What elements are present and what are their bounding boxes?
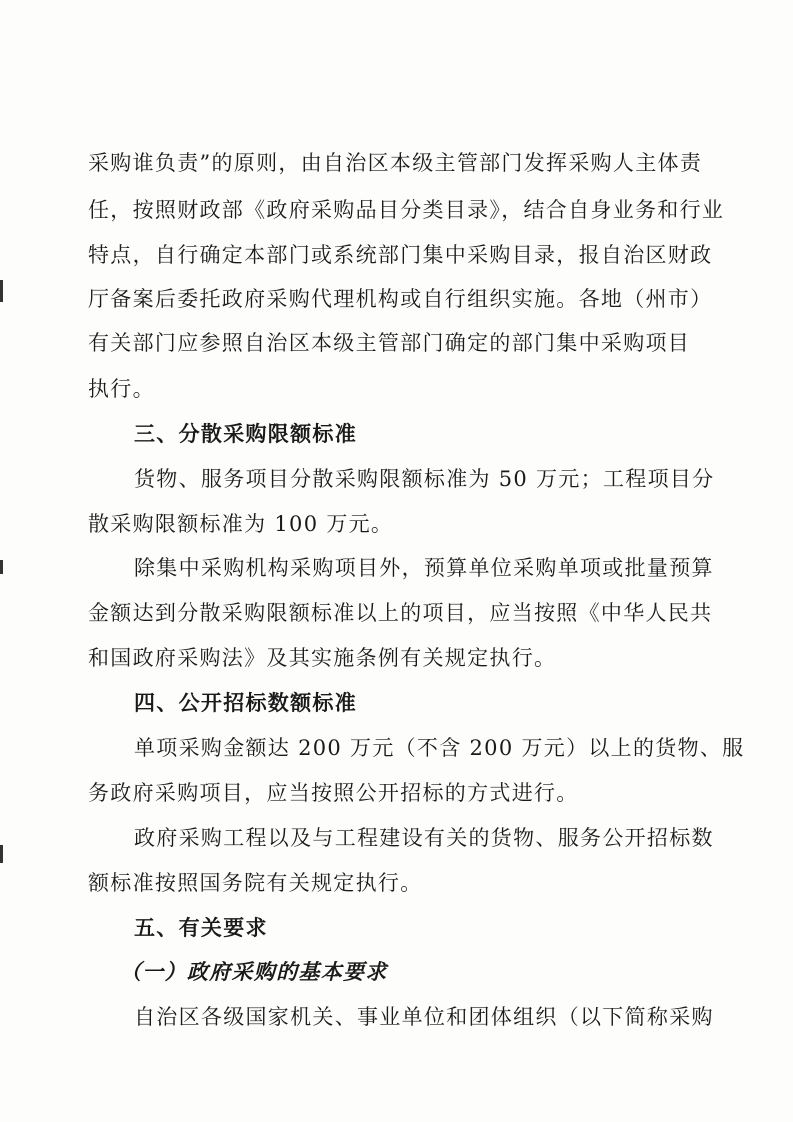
body-text-line: 有关部门应参照自治区本级主管部门确定的部门集中采购项目: [88, 331, 691, 355]
body-text-line: 自治区各级国家机关、事业单位和团体组织（以下简称采购: [134, 1005, 714, 1029]
body-text-line: 执行。: [88, 377, 155, 401]
scan-edge-mark: [0, 280, 3, 302]
scan-edge-mark: [0, 560, 3, 574]
body-text-line: 额标准按照国务院有关规定执行。: [88, 871, 423, 895]
body-text-line: 务政府采购项目，应当按照公开招标的方式进行。: [88, 781, 579, 805]
section-heading: 五、有关要求: [134, 916, 268, 940]
body-text-line: 散采购限额标准为 100 万元。: [88, 512, 394, 536]
section-heading: 四、公开招标数额标准: [134, 691, 357, 715]
subsection-heading: （一）政府采购的基本要求: [120, 959, 388, 984]
body-text-line: 政府采购工程以及与工程建设有关的货物、服务公开招标数: [134, 826, 714, 850]
body-text-line: 厅备案后委托政府采购代理机构或自行组织实施。各地（州市）: [88, 287, 713, 311]
scan-edge-mark: [0, 845, 3, 863]
body-text-line: 特点，自行确定本部门或系统部门集中采购目录，报自治区财政: [88, 243, 713, 267]
body-text-line: 单项采购金额达 200 万元（不含 200 万元）以上的货物、服: [134, 736, 745, 760]
body-text-line: 金额达到分散采购限额标准以上的项目，应当按照《中华人民共: [88, 601, 713, 625]
section-heading: 三、分散采购限额标准: [134, 422, 357, 446]
body-text-line: 采购谁负责”的原则，由自治区本级主管部门发挥采购人主体责: [88, 151, 703, 175]
body-text-line: 除集中采购机构采购项目外，预算单位采购单项或批量预算: [134, 556, 714, 580]
body-text-line: 货物、服务项目分散采购限额标准为 50 万元；工程项目分: [134, 467, 715, 491]
body-text-line: 和国政府采购法》及其实施条例有关规定执行。: [88, 646, 557, 670]
body-text-line: 任，按照财政部《政府采购品目分类目录》，结合自身业务和行业: [88, 198, 725, 222]
